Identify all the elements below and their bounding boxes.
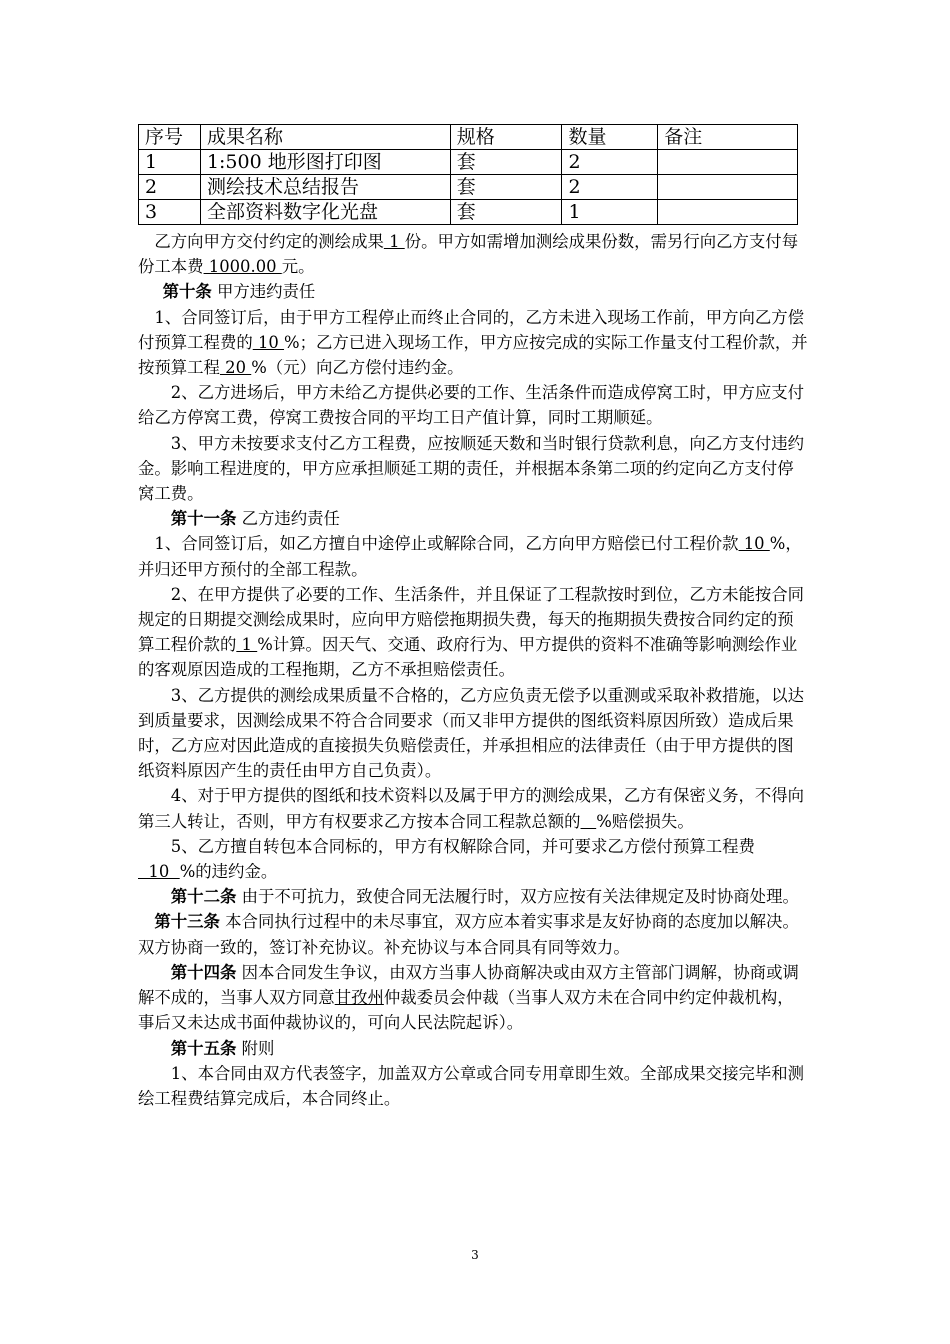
article-15-heading — [138, 1036, 808, 1061]
article-number: 第十一条 — [170, 509, 237, 529]
text-run: 仲裁委员会仲裁（当事人双方未在合同中约定仲裁机构，事后又未达成书面仲裁协议的，可向人民法院起诉）。 — [138, 988, 794, 1033]
table-cell: 全部资料数字化光盘 — [200, 200, 450, 225]
article-10-clause-2: 2、乙方进场后，甲方未给乙方提供必要的工作、生活条件而造成停窝工时，甲方应支付给乙方停窝工费，停窝工费按合同的平均工日产值计算，同时工期顺延。 — [138, 383, 805, 428]
text-run: %赔偿损失。 — [596, 811, 694, 831]
article-10-heading — [138, 279, 808, 304]
header-cell: 序号 — [139, 125, 201, 150]
table-cell: 2 — [139, 175, 201, 200]
filled-blank: 甘孜州 — [334, 988, 384, 1008]
text-run: 4、对于甲方提供的图纸和技术资料以及属于甲方的测绘成果，乙方有保密义务，不得向第三人转让，否则，甲方有权要求乙方按本合同工程款总额的 — [138, 786, 805, 831]
article-11-clause-4 — [138, 783, 808, 833]
article-number: 第十二条 — [170, 887, 237, 907]
table-row — [139, 150, 798, 175]
table-cell: 套 — [450, 200, 562, 225]
table-cell: 测绘技术总结报告 — [200, 175, 450, 200]
table-cell: 3 — [139, 200, 201, 225]
text-run: %；乙方已进入现场工作，甲方应按完成的实际工作量支付工程价款，并按预算工程 — [138, 332, 808, 378]
article-10-clause-3: 3、甲方未按要求支付乙方工程费，应按顺延天数和当时银行贷款利息，向乙方支付违约金。影响工程进度的，甲方应承担顺延工期的责任，并根据本条第二项的约定向乙方支付停窝工费。 — [138, 433, 805, 504]
article-10-clause-1 — [138, 305, 808, 381]
text-run: %计算。因天气、交通、政府行为、甲方提供的资料不准确等影响测绘作业的客观原因造成的工程拖期，乙方不承担赔偿责任。 — [138, 635, 798, 680]
article-15-clause-1: 1、本合同由双方代表签字，加盖双方公章或合同专用章即生效。全部成果交接完毕和测绘工程费结算完成后，本合同终止。 — [138, 1063, 805, 1108]
results-table — [138, 124, 798, 225]
filled-blank: 10 — [138, 862, 180, 882]
text-run: 5、乙方擅自转包本合同标的，甲方有权解除合同，并可要求乙方偿付预算工程费 — [170, 836, 755, 856]
table-cell — [658, 175, 798, 200]
text-run: 1、合同签订后，由于甲方工程停止而终止合同的，乙方未进入现场工作前，甲方向乙方偿付预算工程费的 — [138, 307, 805, 352]
article-text: 由于不可抗力，致使合同无法履行时，双方应按有关法律规定及时协商处理。 — [236, 887, 799, 907]
text-run: %，并归还甲方预付的全部工程款。 — [138, 534, 802, 579]
table-cell: 2 — [562, 175, 658, 200]
table-cell: 1 — [139, 150, 201, 175]
document-body — [138, 229, 808, 1111]
filled-blank: 1000.00 — [203, 257, 282, 277]
header-cell: 规格 — [450, 125, 562, 150]
article-14 — [138, 960, 808, 1036]
article-11-clause-2 — [138, 582, 808, 683]
header-cell: 数量 — [562, 125, 658, 150]
delivery-paragraph — [138, 229, 808, 279]
article-text: 本合同执行过程中的未尽事宜，双方应本着实事求是友好协商的态度加以解决。双方协商一致的，签订补充协议。补充协议与本合同具有同等效力。 — [138, 912, 799, 957]
text-run: 1、合同签订后，如乙方擅自中途停止或解除合同，乙方向甲方赔偿已付工程价款 — [154, 534, 739, 554]
article-11-clause-3: 3、乙方提供的测绘成果质量不合格的，乙方应负责无偿予以重测或采取补救措施，以达到质量要求，因测绘成果不符合合同要求（而又非甲方提供的图纸资料原因所致）造成后果时，乙方应对因此造成的直接损失负赔偿责任，并承担相应的法律责任（由于甲方提供的图纸资料原因产生的责任由甲方自己负责）。 — [138, 685, 805, 781]
article-13 — [138, 909, 808, 959]
article-title: 乙方违约责任 — [236, 509, 340, 529]
table-cell: 套 — [450, 175, 562, 200]
article-number: 第十四条 — [170, 962, 237, 982]
article-number: 第十五条 — [170, 1038, 237, 1058]
text-run: %的违约金。 — [179, 862, 278, 882]
table-row — [139, 175, 798, 200]
filled-blank: 1 — [236, 635, 258, 655]
filled-blank: 10 — [252, 332, 285, 352]
table-cell: 2 — [562, 150, 658, 175]
page-number: 3 — [471, 1248, 479, 1262]
table-cell: 套 — [450, 150, 562, 175]
text-run: %（元）向乙方偿付违约金。 — [251, 358, 464, 378]
article-11-clause-1 — [138, 531, 808, 581]
header-cell: 备注 — [658, 125, 798, 150]
filled-blank: 1 — [383, 232, 405, 251]
empty-blank — [581, 812, 597, 831]
table-cell: 1 — [562, 200, 658, 225]
article-12 — [138, 884, 808, 909]
text-run: 元。 — [281, 257, 315, 277]
table-header-row — [139, 125, 798, 150]
table-cell: 1:500 地形图打印图 — [200, 150, 450, 175]
text-run: 份。甲方如需增加测绘成果份数，需另行向乙方支付每份工本费 — [138, 232, 799, 277]
article-11-clause-5 — [138, 834, 808, 884]
article-11-heading — [138, 506, 808, 531]
text-run: 因本合同发生争议，由双方当事人协商解决或由双方主管部门调解，协商或调解不成的，当事人双方同意 — [138, 962, 799, 1008]
article-number: 第十条 — [162, 282, 212, 302]
table-cell — [658, 200, 798, 225]
text-run: 2、在甲方提供了必要的工作、生活条件，并且保证了工程款按时到位，乙方未能按合同规定的日期提交测绘成果时，应向甲方赔偿拖期损失费，每天的拖期损失费按合同约定的预算工程价款的 — [138, 584, 805, 655]
article-number: 第十三条 — [154, 912, 220, 932]
header-cell: 成果名称 — [200, 125, 450, 150]
filled-blank: 20 — [219, 358, 252, 378]
article-title: 甲方违约责任 — [211, 282, 316, 302]
table-cell — [658, 150, 798, 175]
text-run: 乙方向甲方交付约定的测绘成果 — [154, 232, 384, 251]
table-row — [139, 200, 798, 225]
filled-blank: 10 — [738, 534, 770, 554]
article-title: 附则 — [236, 1038, 275, 1058]
